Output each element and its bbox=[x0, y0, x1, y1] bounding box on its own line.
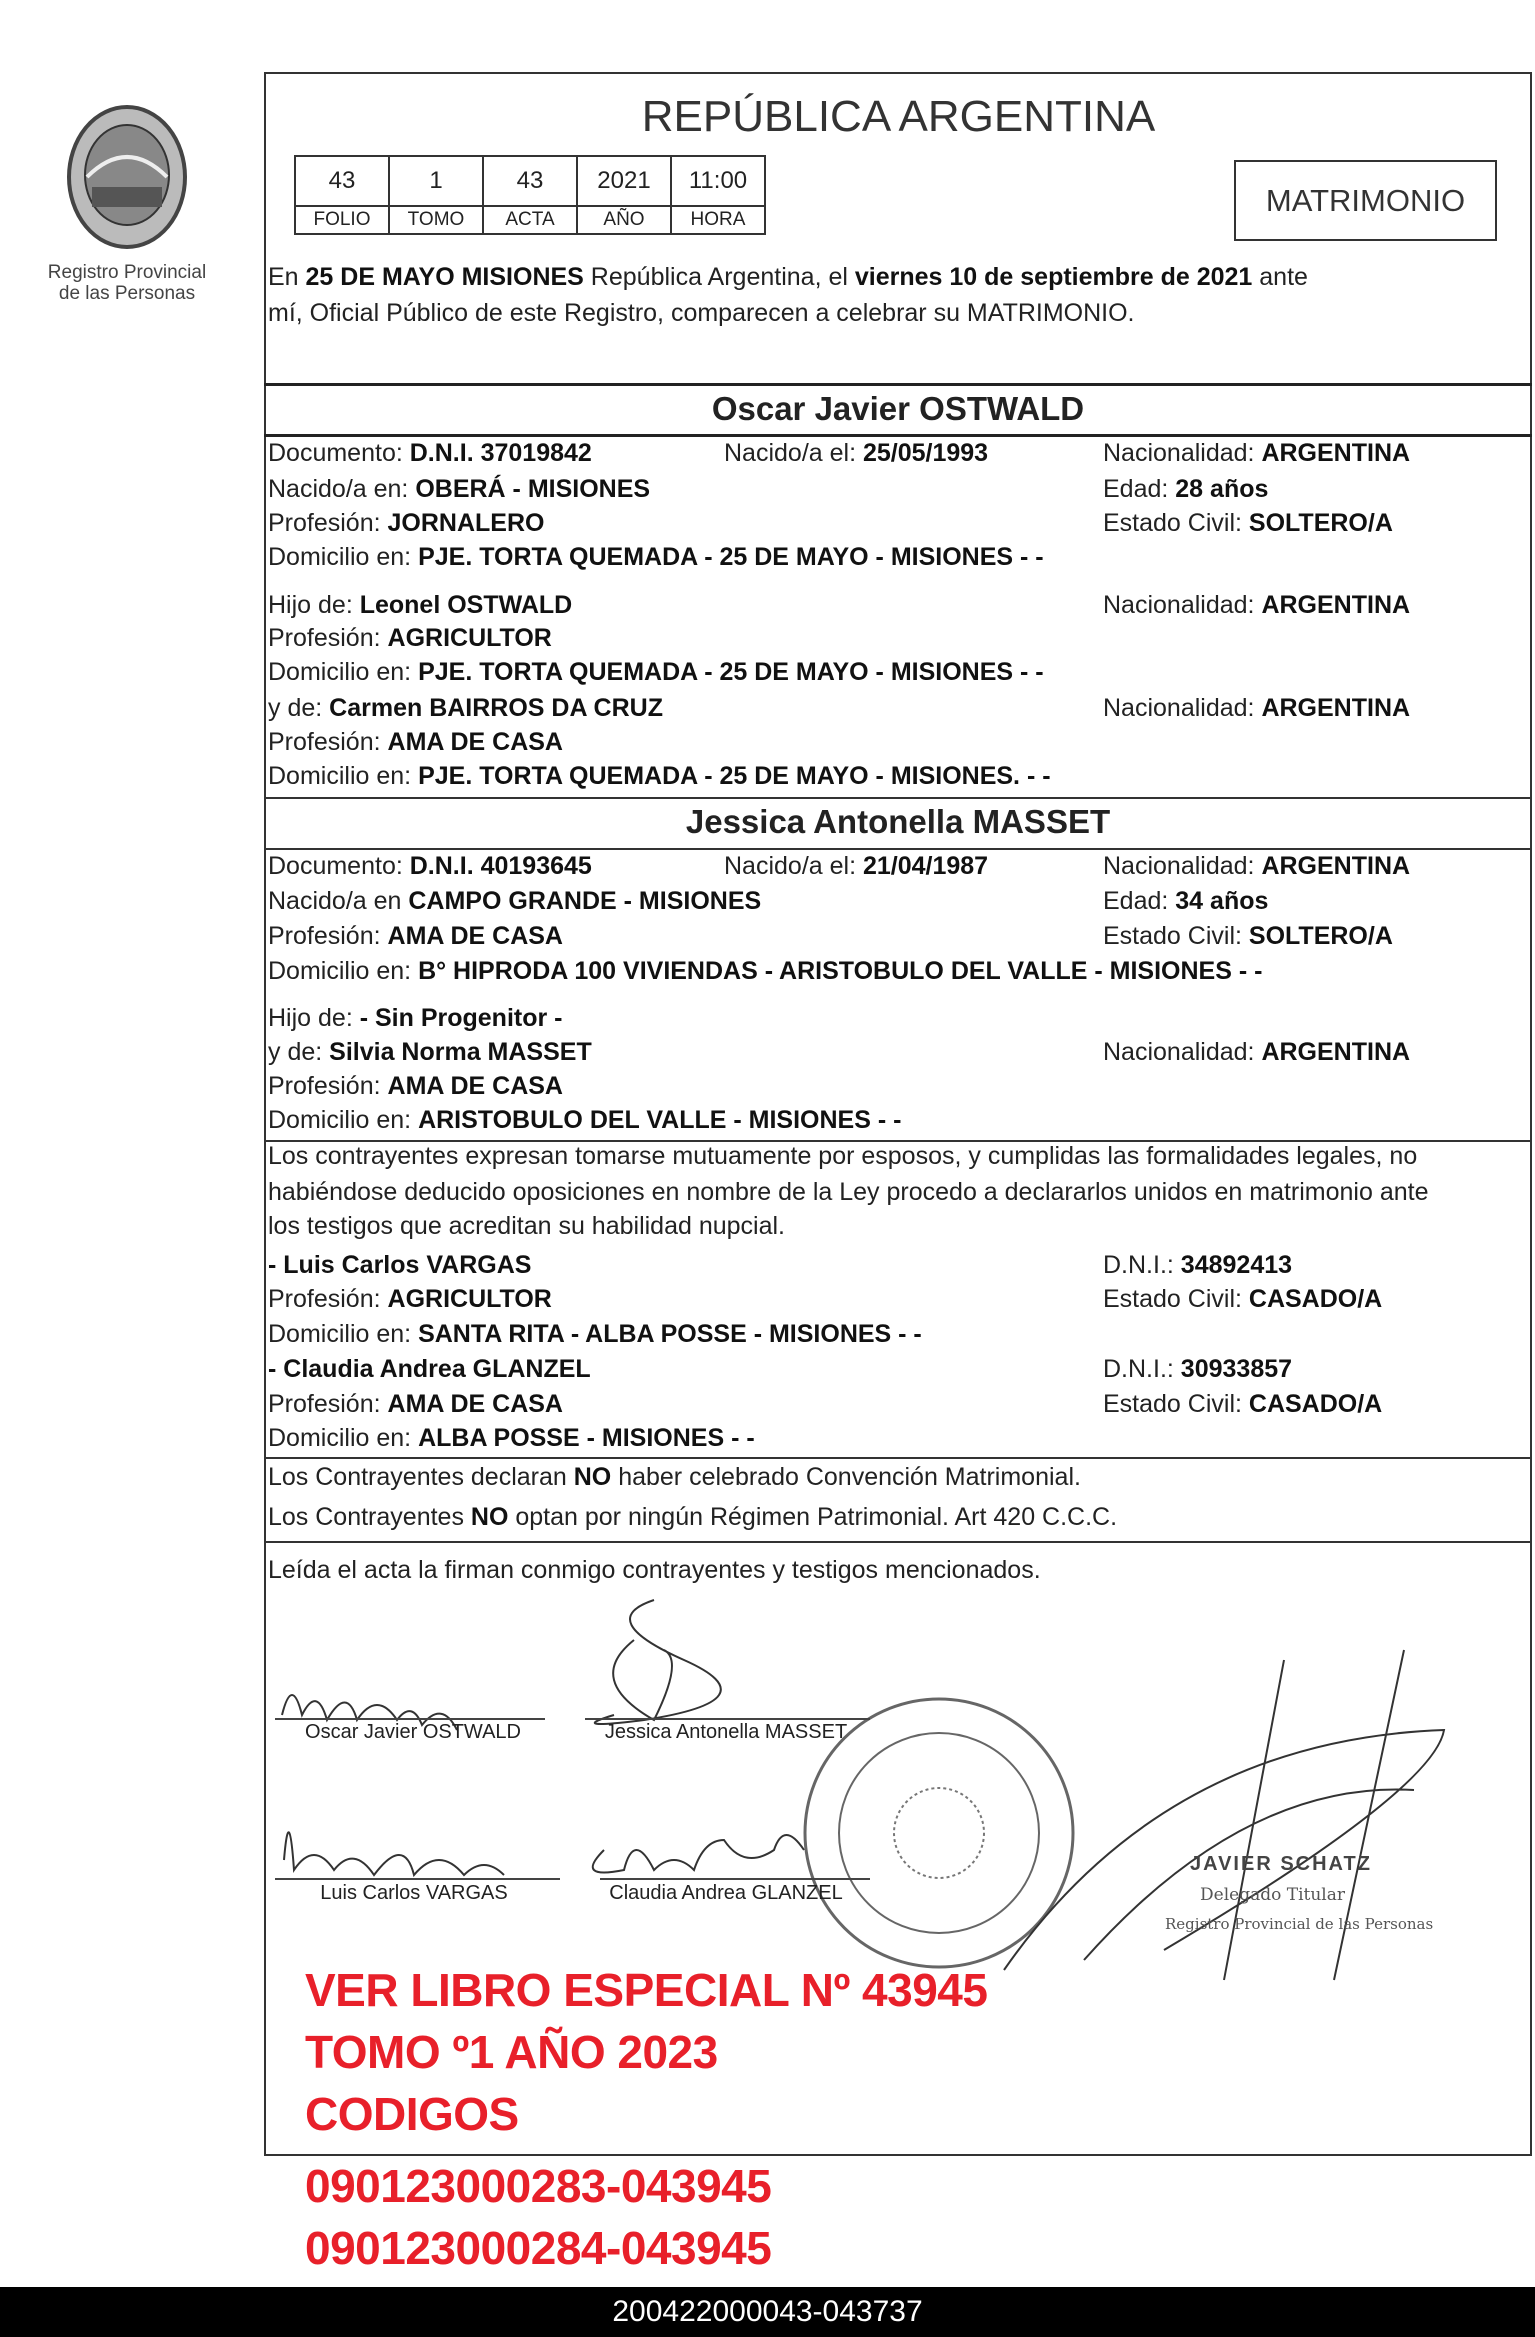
witness-2-profession: Profesión: AMA DE CASA bbox=[268, 1390, 563, 1418]
witness-2-dni: D.N.I.: 30933857 bbox=[1103, 1355, 1293, 1383]
overlay-line-1: VER LIBRO ESPECIAL Nº 43945 bbox=[305, 1964, 988, 2016]
overlay-code-2: 090123000284-043945 bbox=[305, 2222, 772, 2274]
document-type-box: MATRIMONIO bbox=[1234, 160, 1497, 241]
groom-profession: Profesión: JORNALERO bbox=[268, 509, 545, 537]
page-title: REPÚBLICA ARGENTINA bbox=[641, 92, 1156, 141]
declaration-line-1: Los contrayentes expresan tomarse mutuamente por esposos, y cumplidas las formalidades legales, no bbox=[268, 1142, 1418, 1170]
declaration-line-3: los testigos que acreditan su habilidad nupcial. bbox=[268, 1212, 786, 1240]
divider bbox=[264, 848, 1532, 850]
folio-label: FOLIO bbox=[295, 206, 389, 234]
witness-1-address: Domicilio en: SANTA RITA - ALBA POSSE - MISIONES - - bbox=[268, 1320, 922, 1348]
hora-label: HORA bbox=[671, 206, 765, 234]
intro-line-2: mí, Oficial Público de este Registro, comparecen a celebrar su MATRIMONIO. bbox=[268, 299, 1135, 327]
bride-document: Documento: D.N.I. 40193645 bbox=[268, 852, 592, 880]
groom-father-address: Domicilio en: PJE. TORTA QUEMADA - 25 DE MAYO - MISIONES - - bbox=[268, 658, 1044, 686]
bride-mother: y de: Silvia Norma MASSET bbox=[268, 1038, 592, 1066]
divider bbox=[264, 383, 1532, 386]
bride-name: Jessica Antonella MASSET bbox=[685, 803, 1111, 840]
groom-mother-profession: Profesión: AMA DE CASA bbox=[268, 728, 563, 756]
witness-1-name: - Luis Carlos VARGAS bbox=[268, 1251, 532, 1279]
groom-civil-status: Estado Civil: SOLTERO/A bbox=[1103, 509, 1393, 537]
groom-address: Domicilio en: PJE. TORTA QUEMADA - 25 DE MAYO - MISIONES - - bbox=[268, 543, 1044, 571]
witness-1-civil-status: Estado Civil: CASADO/A bbox=[1103, 1285, 1383, 1313]
registry-table bbox=[294, 155, 766, 235]
bride-profession: Profesión: AMA DE CASA bbox=[268, 922, 563, 950]
divider bbox=[264, 1457, 1532, 1459]
bride-mother-nationality: Nacionalidad: ARGENTINA bbox=[1103, 1038, 1411, 1066]
divider bbox=[264, 1541, 1532, 1543]
acta-label: ACTA bbox=[483, 206, 577, 234]
groom-nationality: Nacionalidad: ARGENTINA bbox=[1103, 439, 1411, 467]
folio-value: 43 bbox=[295, 156, 389, 206]
tomo-label: TOMO bbox=[389, 206, 483, 234]
witness-2-signature-line bbox=[600, 1878, 870, 1880]
convention-line-2: Los Contrayentes NO optan por ningún Régimen Patrimonial. Art 420 C.C.C. bbox=[268, 1503, 1118, 1531]
groom-age: Edad: 28 años bbox=[1103, 475, 1269, 503]
bride-signature-line bbox=[585, 1718, 870, 1720]
bride-birthdate: Nacido/a el: 21/04/1987 bbox=[724, 852, 989, 880]
groom-father-profession: Profesión: AGRICULTOR bbox=[268, 624, 552, 652]
overlay-line-2: TOMO º1 AÑO 2023 bbox=[305, 2026, 718, 2078]
ano-value: 2021 bbox=[577, 156, 671, 206]
groom-mother-nationality: Nacionalidad: ARGENTINA bbox=[1103, 694, 1411, 722]
groom-father: Hijo de: Leonel OSTWALD bbox=[268, 591, 573, 619]
convention-line-1: Los Contrayentes declaran NO haber celebrado Convención Matrimonial. bbox=[268, 1463, 1081, 1491]
groom-mother-address: Domicilio en: PJE. TORTA QUEMADA - 25 DE MAYO - MISIONES. - - bbox=[268, 762, 1051, 790]
witness-1-signature-line bbox=[275, 1878, 560, 1880]
intro-line-1: En 25 DE MAYO MISIONES República Argentina, el viernes 10 de septiembre de 2021 ante bbox=[268, 263, 1308, 291]
official-office: Registro Provincial de las Personas bbox=[1165, 1915, 1434, 1933]
acta-value: 43 bbox=[483, 156, 577, 206]
groom-mother: y de: Carmen BAIRROS DA CRUZ bbox=[268, 694, 663, 722]
declaration-line-2: habiéndose deducido oposiciones en nombre de la Ley procedo a declararlos unidos en matrimonio ante bbox=[268, 1178, 1429, 1206]
hora-value: 11:00 bbox=[671, 156, 765, 206]
groom-father-nationality: Nacionalidad: ARGENTINA bbox=[1103, 591, 1411, 619]
divider bbox=[264, 797, 1532, 799]
witness-1-dni: D.N.I.: 34892413 bbox=[1103, 1251, 1293, 1279]
witness-2-address: Domicilio en: ALBA POSSE - MISIONES - - bbox=[268, 1424, 755, 1452]
bride-birthplace: Nacido/a en CAMPO GRANDE - MISIONES bbox=[268, 887, 762, 915]
bride-mother-address: Domicilio en: ARISTOBULO DEL VALLE - MISIONES - - bbox=[268, 1106, 902, 1134]
official-name: JAVIER SCHATZ bbox=[1190, 1853, 1372, 1875]
divider bbox=[264, 434, 1532, 437]
bride-address: Domicilio en: B° HIPRODA 100 VIVIENDAS - ARISTOBULO DEL VALLE - MISIONES - - bbox=[268, 957, 1263, 985]
witness-1-signature-label: Luis Carlos VARGAS bbox=[320, 1882, 508, 1904]
footer-id: 200422000043-043737 bbox=[0, 2287, 1535, 2337]
witness-2-signature-label: Claudia Andrea GLANZEL bbox=[609, 1882, 843, 1904]
groom-signature-label: Oscar Javier OSTWALD bbox=[305, 1721, 521, 1743]
bride-signature-label: Jessica Antonella MASSET bbox=[604, 1721, 848, 1743]
bride-age: Edad: 34 años bbox=[1103, 887, 1269, 915]
groom-birthdate: Nacido/a el: 25/05/1993 bbox=[724, 439, 989, 467]
tomo-value: 1 bbox=[389, 156, 483, 206]
bride-father: Hijo de: - Sin Progenitor - bbox=[268, 1004, 563, 1032]
logo-caption-2: de las Personas bbox=[58, 283, 196, 304]
logo-caption-1: Registro Provincial bbox=[47, 262, 207, 283]
witness-2-civil-status: Estado Civil: CASADO/A bbox=[1103, 1390, 1383, 1418]
bride-mother-profession: Profesión: AMA DE CASA bbox=[268, 1072, 563, 1100]
groom-signature-line bbox=[275, 1718, 545, 1720]
groom-birthplace: Nacido/a en: OBERÁ - MISIONES bbox=[268, 475, 651, 503]
overlay-code-1: 090123000283-043945 bbox=[305, 2160, 772, 2212]
groom-document: Documento: D.N.I. 37019842 bbox=[268, 439, 592, 467]
groom-name: Oscar Javier OSTWALD bbox=[711, 390, 1085, 427]
overlay-line-3: CODIGOS bbox=[305, 2088, 519, 2140]
official-role: Delegado Titular bbox=[1200, 1885, 1345, 1905]
ano-label: AÑO bbox=[577, 206, 671, 234]
bride-nationality: Nacionalidad: ARGENTINA bbox=[1103, 852, 1411, 880]
witness-2-name: - Claudia Andrea GLANZEL bbox=[268, 1355, 591, 1383]
closing-text: Leída el acta la firman conmigo contrayentes y testigos mencionados. bbox=[268, 1556, 1041, 1584]
bride-civil-status: Estado Civil: SOLTERO/A bbox=[1103, 922, 1393, 950]
witness-1-profession: Profesión: AGRICULTOR bbox=[268, 1285, 552, 1313]
